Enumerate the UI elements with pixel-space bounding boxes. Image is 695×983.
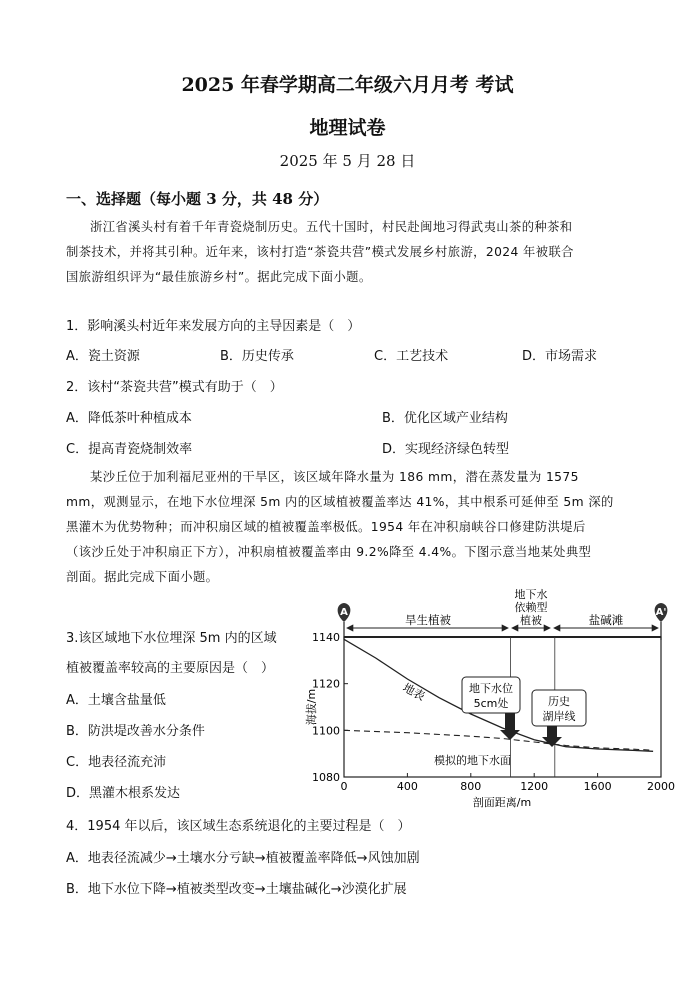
passage-2-line: 剖面。据此完成下面小题。 (66, 570, 219, 584)
x-tick-label: 1200 (520, 780, 549, 793)
q3-option-c[interactable]: C．地表径流充沛 (66, 755, 167, 770)
passage-1-line: 浙江省溪头村有着千年青瓷烧制历史。五代十国时，村民赴闽地习得武夷山茶的种茶和 (90, 220, 573, 234)
x-axis-ticks (341, 773, 676, 793)
endpoint-a-marker (338, 603, 351, 622)
q1-option-c[interactable]: C．工艺技术 (374, 349, 449, 364)
question-3-stem-line-1: 3.该区域地下水位埋深 5m 内的区域 (66, 631, 277, 646)
y-axis-label: 海拔/m (305, 688, 318, 726)
zone-label-xeric: 旱生植被 (405, 613, 451, 627)
q3-option-a[interactable]: A．土壤含盐量低 (66, 693, 166, 708)
x-tick-label: 400 (396, 780, 418, 793)
annotation-shoreline-line-1: 历史 (548, 695, 570, 708)
annotation-water-table-line-1: 地下水位 (469, 682, 513, 695)
q1-option-d[interactable]: D．市场需求 (522, 349, 598, 364)
profile-chart (298, 588, 675, 812)
q2-option-d[interactable]: D．实现经济绿色转型 (382, 442, 510, 457)
series-label-groundwater: 模拟的地下水面 (434, 754, 511, 767)
y-tick-label: 1100 (312, 724, 340, 738)
zone-label-saline: 盐碱滩 (588, 613, 624, 627)
y-tick-label: 1140 (312, 631, 340, 644)
question-3-stem-line-2: 植被覆盖率较高的主要原因是（ ） (66, 661, 275, 676)
passage-2-line: mm，观测显示，在地下水位埋深 5m 内的区域植被覆盖率达 41%，其中根系可延伸至 5m 深的 (66, 495, 614, 509)
zone-label-phreatophyte-1: 地下水 (514, 588, 548, 601)
endpoint-a-label: A (340, 607, 348, 618)
annotation-shoreline (532, 690, 586, 747)
q2-option-a[interactable]: A．降低茶叶种植成本 (66, 411, 192, 426)
x-tick-label: 0 (340, 780, 348, 793)
passage-2-line: 某沙丘位于加利福尼亚州的干旱区，该区域年降水量为 186 mm，潜在蒸发量为 1575 (90, 470, 579, 484)
section-heading: 一、选择题（每小题 3 分，共 48 分） (66, 190, 329, 208)
question-2-stem: 2．该村“茶瓷共营”模式有助于（ ） (66, 380, 283, 395)
passage-2-line: 黑灌木为优势物种；而冲积扇区域的植被覆盖率极低。1954 年在冲积扇峡谷口修建防洪堤后 (66, 520, 586, 534)
endpoint-a-prime-marker (655, 603, 668, 622)
question-1-stem: 1．影响溪头村近年来发展方向的主导因素是（ ） (66, 319, 361, 334)
x-axis-label: 剖面距离/m (472, 796, 532, 809)
passage-1 (66, 215, 628, 290)
passage-1-line: 国旅游组织评为“最佳旅游乡村”。据此完成下面小题。 (66, 270, 372, 284)
series-label-surface: 地表 (400, 680, 428, 704)
x-tick-label: 1600 (583, 780, 612, 793)
q1-option-a[interactable]: A．瓷土资源 (66, 349, 140, 364)
q2-option-b[interactable]: B．优化区域产业结构 (382, 411, 508, 426)
subject-title: 地理试卷 (309, 117, 386, 139)
question-4-stem: 4．1954 年以后，该区域生态系统退化的主要过程是（ ） (66, 819, 411, 834)
exam-date: 2025 年 5 月 28 日 (279, 152, 416, 170)
y-tick-label: 1080 (312, 771, 340, 784)
annotation-water-table-line-2: 5cm处 (473, 697, 509, 710)
q1-option-b[interactable]: B．历史传承 (220, 349, 294, 364)
q3-option-d[interactable]: D．黑灌木根系发达 (66, 786, 181, 801)
annotation-shoreline-line-2: 湖岸线 (542, 710, 576, 723)
zone-label-phreatophyte-2: 依赖型 (514, 601, 548, 614)
annotation-water-table (462, 677, 520, 740)
exam-title: 2025 年春学期高二年级六月月考 考试 (181, 74, 514, 96)
x-tick-label: 2000 (647, 780, 675, 793)
passage-2-line: （该沙丘处于冲积扇正下方），冲积扇植被覆盖率由 9.2%降至 4.4%。下图示意当地某处典型 (66, 545, 592, 559)
q4-option-a[interactable]: A．地表径流减少→土壤水分亏缺→植被覆盖率降低→风蚀加剧 (66, 851, 420, 866)
q2-option-c[interactable]: C．提高青瓷烧制效率 (66, 442, 193, 457)
q4-option-b[interactable]: B．地下水位下降→植被类型改变→土壤盐碱化→沙漠化扩展 (66, 882, 407, 897)
groundwater-line (344, 730, 653, 750)
passage-1-line: 制茶技术，并将其引种。近年来，该村打造“茶瓷共营”模式发展乡村旅游，2024 年被联合 (66, 245, 574, 259)
x-tick-label: 800 (460, 780, 482, 793)
y-tick-label: 1120 (312, 677, 340, 691)
passage-2 (66, 465, 628, 590)
zone-label-phreatophyte-3: 植被 (520, 614, 542, 627)
endpoint-a-prime-label: A' (655, 607, 667, 618)
q3-option-b[interactable]: B．防洪堤改善水分条件 (66, 724, 205, 739)
